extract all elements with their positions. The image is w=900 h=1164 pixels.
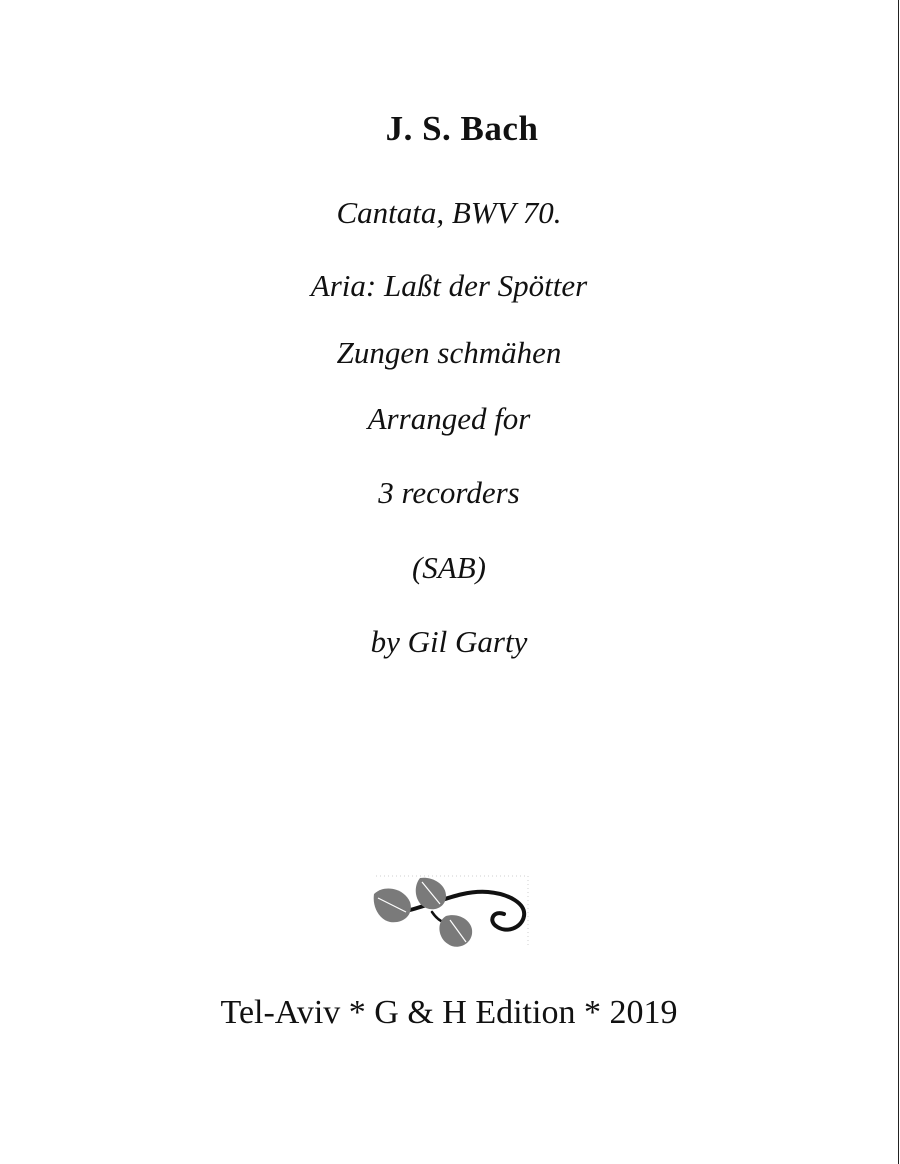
aria-title-line-1: Aria: Laßt der Spötter <box>310 268 588 303</box>
aria-title-line-2: Zungen schmähen <box>336 335 562 370</box>
voicing: (SAB) <box>411 550 487 585</box>
publisher-line: Tel-Aviv * G & H Edition * 2019 <box>220 994 678 1031</box>
arrangement-label: Arranged for <box>367 401 531 436</box>
leaf-scroll-ornament-icon <box>370 872 532 952</box>
composer-name: J. S. Bach <box>385 109 539 148</box>
work-title: Cantata, BWV 70. <box>336 195 562 230</box>
arranger-credit: by Gil Garty <box>370 624 528 659</box>
instrumentation: 3 recorders <box>378 475 520 510</box>
